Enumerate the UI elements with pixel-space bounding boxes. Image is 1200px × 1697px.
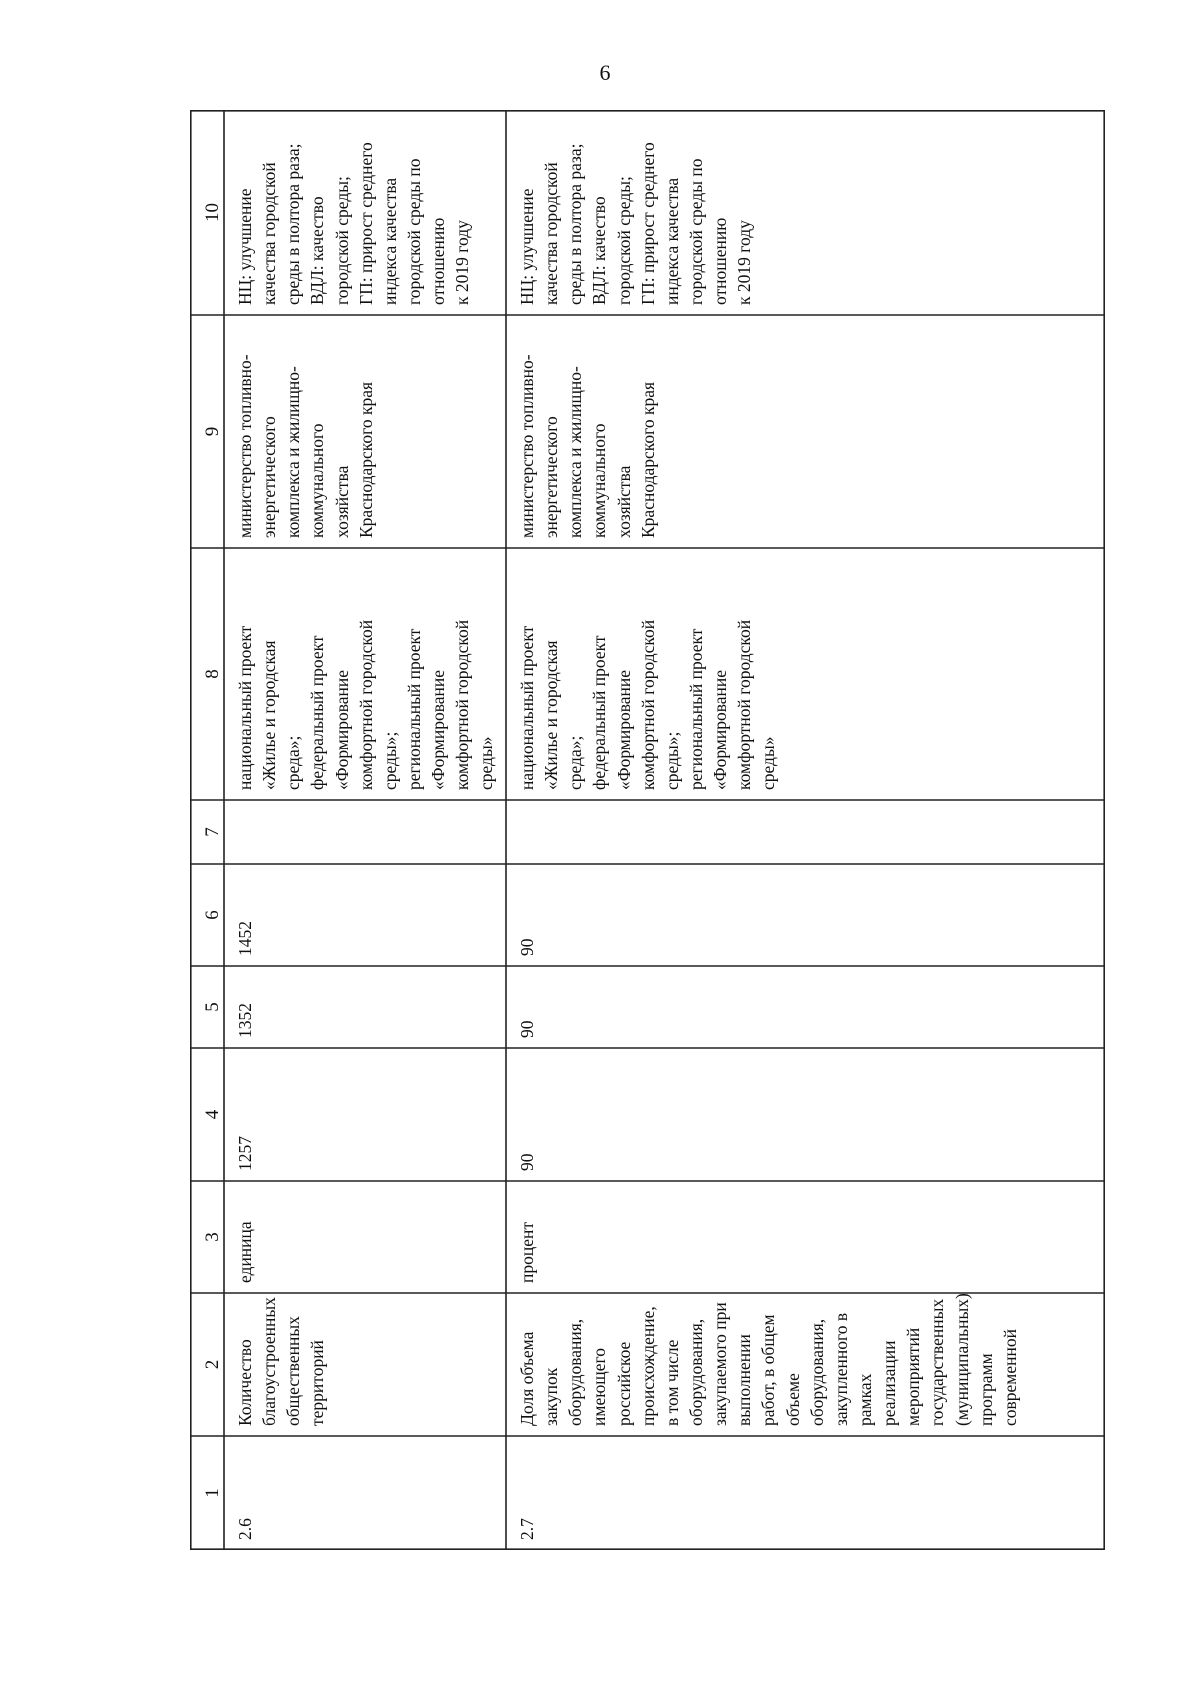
table-cell-r1-c4: 1257 xyxy=(235,1136,255,1171)
column-header-10: 10 xyxy=(202,203,223,222)
column-header-5: 5 xyxy=(202,1002,223,1012)
table-cell-r1-c5: 1352 xyxy=(235,1003,255,1038)
table-cell-r2-c3: процент xyxy=(517,1221,537,1283)
table-cell-r1-c6: 1452 xyxy=(235,921,255,956)
table-cell-r1-c10: НЦ: улучшение качества городской среды в полтора раза; ВДЛ: качество городской среды; ГП: прирост среднего индекса качества городской среды по отношению к 2019 году xyxy=(235,142,473,305)
table-cell-r2-c8: национальный проект «Жилье и городская среда»; федеральный проект «Формирование комфортной городской среды»; региональный проект «Формирование комфортной городской среды» xyxy=(517,619,779,790)
table-cell-r2-c6: 90 xyxy=(517,938,537,956)
table-cell-r2-c2: Доля объема закупок оборудования, имеющего российское происхождение, в том числе оборудования, закупаемого при выполнении работ, в общем объеме оборудования, закупленного в рамках реализации мероприятий государственных (муниципальных) программ современной xyxy=(517,1293,1020,1426)
column-header-6: 6 xyxy=(202,910,223,920)
column-header-9: 9 xyxy=(202,426,223,437)
table-cell-r1-c7 xyxy=(224,800,506,864)
table-cell-r1-c3: единица xyxy=(235,1221,255,1283)
page-number: 6 xyxy=(599,60,611,85)
column-header-1: 1 xyxy=(202,1488,223,1498)
table-cell-r2-c5: 90 xyxy=(517,1020,537,1038)
table-cell-r2-c9: министерство топливно- энергетического комплекса и жилищно- коммунального хозяйства Краснодарского края xyxy=(517,354,658,538)
table-cell-r2-c7 xyxy=(506,800,1104,864)
table-cell-r1-c8: национальный проект «Жилье и городская среда»; федеральный проект «Формирование комфортной городской среды»; региональный проект «Формирование комфортной городской среды» xyxy=(235,619,497,790)
table-cell-r2-c10: НЦ: улучшение качества городской среды в полтора раза; ВДЛ: качество городской среды; ГП: прирост среднего индекса качества городской среды по отношению к 2019 году xyxy=(517,142,755,305)
table-cell-r1-c1: 2.6 xyxy=(235,1518,255,1540)
column-header-3: 3 xyxy=(202,1232,223,1242)
column-header-4: 4 xyxy=(202,1109,223,1120)
rotated-table xyxy=(190,110,1105,1550)
table-cell-r2-c1: 2.7 xyxy=(517,1518,537,1540)
column-header-7: 7 xyxy=(202,827,223,837)
table-cell-r1-c2: Количество благоустроенных общественных территорий xyxy=(235,1297,328,1426)
table-cell-r2-c4: 90 xyxy=(517,1153,537,1171)
column-header-8: 8 xyxy=(202,669,223,679)
column-header-2: 2 xyxy=(202,1359,223,1370)
table-cell-r1-c9: министерство топливно- энергетического комплекса и жилищно- коммунального хозяйства Краснодарского края xyxy=(235,354,376,538)
